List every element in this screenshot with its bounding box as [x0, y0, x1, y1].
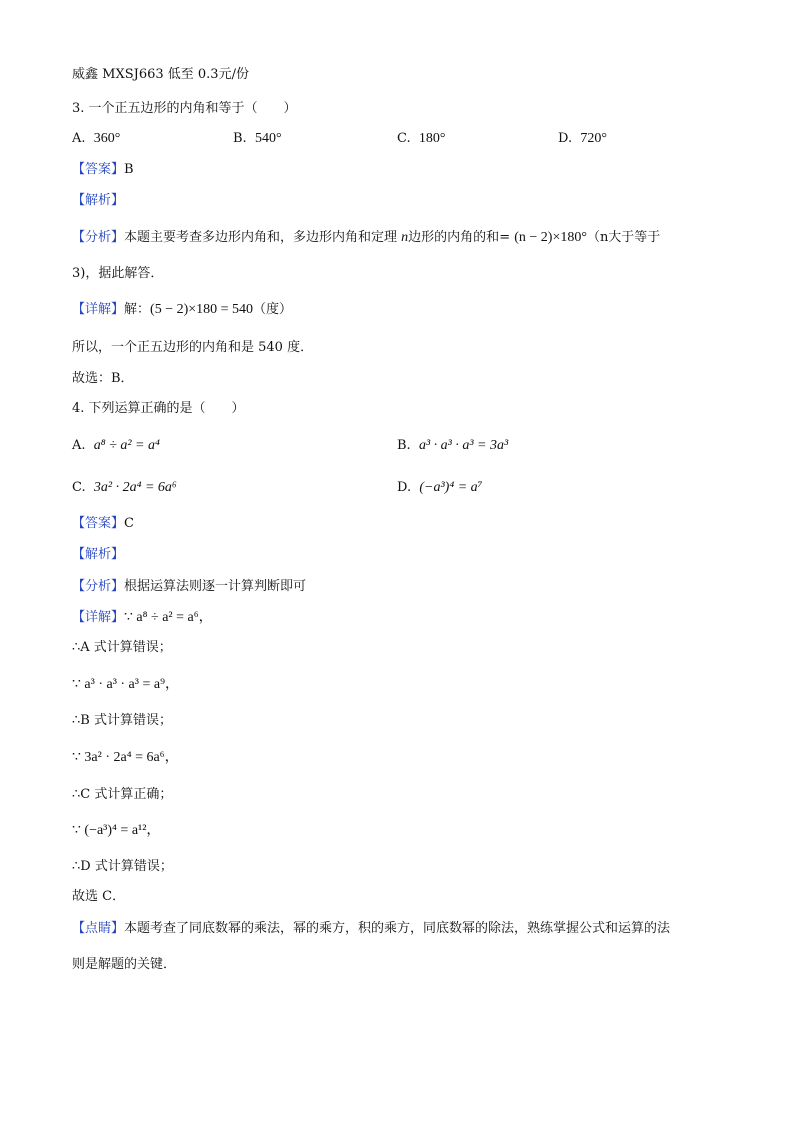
fenxi-formula: (n − 2)×180° — [514, 230, 587, 245]
option-label: B. — [397, 438, 411, 453]
answer-tag: 【答案】 — [72, 162, 125, 177]
option-text: a⁸ ÷ a² = a⁴ — [93, 438, 160, 453]
detail-unit: （度） — [253, 302, 293, 317]
q4-option-a — [72, 437, 160, 455]
q3-choose: 故选：B． — [72, 371, 134, 386]
q3-fenxi-line2: 3)，据此解答． — [72, 266, 164, 281]
dianjing-text: 本题考查了同底数幂的乘法，幂的乘方，积的乘方，同底数幂的除法，熟练掌握公式和运算的法 — [124, 921, 671, 936]
option-text: 360° — [93, 131, 121, 146]
q3-option-c — [397, 130, 446, 148]
q3-detail — [72, 301, 292, 319]
option-text: 540° — [254, 131, 282, 146]
answer-value: B — [124, 162, 134, 177]
option-text: 3a² · 2a⁴ = 6a⁶ — [93, 480, 177, 495]
q4-dianjing-line2: 则是解题的关键． — [72, 957, 177, 972]
option-text: a³ · a³ · a³ = 3a³ — [418, 438, 509, 453]
option-label: C. — [397, 131, 411, 146]
header-line: 威鑫 MXSJ663 低至 0.3元/份 — [72, 67, 249, 82]
fenxi-tag: 【分析】 — [72, 230, 125, 245]
fenxi-n: n — [401, 230, 409, 245]
q4-detail — [72, 609, 213, 627]
detail-tag: 【详解】 — [72, 610, 125, 625]
option-label: A. — [72, 438, 86, 453]
fenxi-text: 本题主要考查多边形内角和，多边形内角和定理 — [124, 230, 398, 245]
q4-analysis-tag: 【解析】 — [72, 547, 125, 562]
option-label: D. — [397, 480, 412, 495]
q4-fenxi — [72, 578, 306, 596]
fenxi-text2: 边形的内角的和 — [408, 230, 500, 245]
q4-step: ∴D 式计算错误； — [72, 859, 173, 874]
option-label: C. — [72, 480, 86, 495]
fenxi-text: 根据运算法则逐一计算判断即可 — [124, 579, 307, 594]
q3-fenxi: 【分析】本题主要考查多边形内角和，多边形内角和定理 n边形的内角的和= (n − 2)×180°（n大于等于 — [72, 230, 661, 245]
option-label: B. — [233, 131, 247, 146]
fenxi-text3: （n大于等于 — [586, 230, 661, 245]
q3-option-b — [233, 130, 282, 148]
q3-answer — [72, 161, 134, 179]
answer-value: C — [124, 516, 134, 531]
q4-step: ∵ 3a² · 2a⁴ = 6a⁶， — [72, 750, 179, 765]
answer-tag: 【答案】 — [72, 516, 125, 531]
q4-step: 故选 C． — [72, 889, 126, 904]
q4-option-b — [397, 437, 508, 455]
q4-answer — [72, 515, 134, 533]
q4-option-d — [397, 479, 483, 497]
q3-option-a — [72, 130, 120, 148]
option-label: A. — [72, 131, 86, 146]
q3-title: 3. 一个正五边形的内角和等于（ ） — [72, 101, 297, 116]
detail-formula: (5 − 2)×180 = 540 — [150, 302, 254, 317]
q3-option-d — [558, 130, 607, 148]
fenxi-tag: 【分析】 — [72, 579, 125, 594]
q4-step: ∴A 式计算错误； — [72, 640, 172, 655]
detail-text: 解： — [124, 302, 151, 317]
dianjing-tag: 【点睛】 — [72, 921, 125, 936]
q3-analysis-tag: 【解析】 — [72, 193, 125, 208]
detail-tag: 【详解】 — [72, 302, 125, 317]
q4-step: ∴C 式计算正确； — [72, 787, 173, 802]
q4-step: ∴B 式计算错误； — [72, 713, 172, 728]
option-text: 720° — [580, 131, 607, 146]
q3-conclusion: 所以，一个正五边形的内角和是 540 度． — [72, 340, 314, 355]
option-text: 180° — [418, 131, 446, 146]
q4-dianjing — [72, 920, 670, 938]
option-text: (−a³)⁴ = a⁷ — [419, 480, 483, 495]
q4-step: ∵ a³ · a³ · a³ = a⁹， — [72, 677, 179, 692]
detail-step: ∵ a⁸ ÷ a² = a⁶， — [124, 610, 213, 625]
option-label: D. — [558, 131, 573, 146]
q4-option-c — [72, 479, 177, 497]
q4-title: 4. 下列运算正确的是（ ） — [72, 401, 245, 416]
q4-step: ∵ (−a³)⁴ = a¹²， — [72, 823, 161, 838]
